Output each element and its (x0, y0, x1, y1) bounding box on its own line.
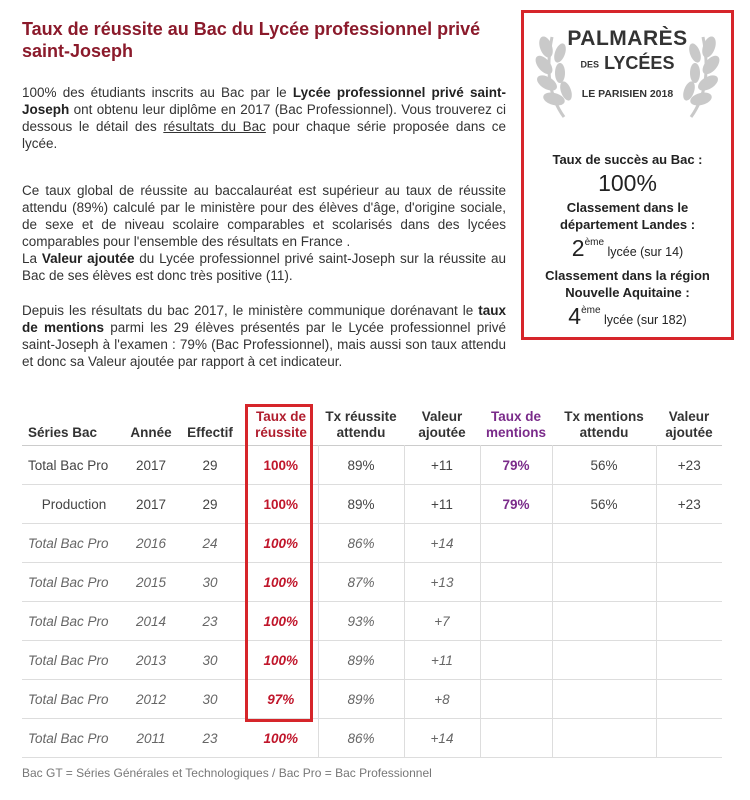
lycees-text: LYCÉES (604, 53, 675, 73)
col-effectif: Effectif (187, 425, 233, 440)
cell-effectif: 29 (176, 485, 244, 524)
cell-valeur-ajoutee: +11 (404, 485, 480, 524)
dept-label: Classement dans le département Landes : (559, 200, 696, 232)
lycees-label (524, 53, 731, 74)
cell-annee: 2011 (126, 719, 176, 758)
cell-series: Total Bac Pro (22, 719, 126, 758)
region-label: Classement dans la région Nouvelle Aquitaine : (545, 268, 710, 300)
cell-taux-mentions (480, 602, 552, 641)
col-valeur-ajoutee-mentions: Valeur ajoutée (665, 409, 713, 440)
table-row (22, 602, 722, 641)
region-rank-sur: lycée (sur 182) (600, 313, 687, 327)
cell-taux-mentions (480, 719, 552, 758)
cell-valeur-ajoutee: +13 (404, 563, 480, 602)
cell-tx-attendu: 93% (318, 602, 404, 641)
table-row (22, 563, 722, 602)
table-row (22, 641, 722, 680)
des-label: DES (580, 59, 600, 70)
intro-paragraph (22, 84, 506, 152)
taux-mentions-label: taux de mentions (22, 303, 506, 335)
cell-valeur-ajoutee-mentions (656, 719, 722, 758)
table-row (22, 485, 722, 524)
cell-tx-attendu: 86% (318, 524, 404, 563)
cell-taux-mentions (480, 563, 552, 602)
dept-rank-sup: ème (584, 237, 605, 248)
cell-taux-reussite: 100% (244, 641, 318, 680)
cell-annee: 2017 (126, 446, 176, 485)
cell-valeur-ajoutee: +11 (404, 641, 480, 680)
col-tx-mentions-attendu: Tx mentions attendu (564, 409, 644, 440)
table-row (22, 719, 722, 758)
cell-taux-mentions (480, 641, 552, 680)
cell-taux-reussite: 100% (244, 602, 318, 641)
table-row (22, 524, 722, 563)
cell-annee: 2012 (126, 680, 176, 719)
cell-valeur-ajoutee-mentions (656, 563, 722, 602)
cell-series: Total Bac Pro (22, 641, 126, 680)
parisien-label: LE PARISIEN 2018 (581, 88, 674, 100)
dept-rank-number: 2 (571, 235, 585, 261)
col-annee: Année (130, 425, 172, 440)
cell-valeur-ajoutee-mentions: +23 (656, 485, 722, 524)
cell-taux-reussite: 100% (244, 719, 318, 758)
dept-rank (524, 235, 731, 262)
dept-rank-sur: lycée (sur 14) (604, 245, 684, 259)
cell-effectif: 29 (176, 446, 244, 485)
cell-tx-mentions-attendu (552, 524, 656, 563)
cell-tx-mentions-attendu: 56% (552, 446, 656, 485)
cell-taux-mentions: 79% (480, 485, 552, 524)
cell-tx-mentions-attendu (552, 602, 656, 641)
mentions-text-2: parmi les 29 élèves présentés par le Lycée professionnel privé saint-Joseph à l'examen : 79% (Bac Professionnel), mais aussi son taux attendu et donc sa Valeur ajoutée par rapport à cet indicateur. (22, 320, 506, 369)
cell-taux-reussite: 100% (244, 485, 318, 524)
cell-tx-mentions-attendu (552, 563, 656, 602)
cell-tx-attendu: 89% (318, 485, 404, 524)
intro-text: 100% des étudiants inscrits au Bac par le (22, 85, 293, 100)
col-valeur-ajoutee: Valeur ajoutée (418, 409, 466, 440)
results-table (22, 409, 722, 758)
cell-tx-attendu: 89% (318, 641, 404, 680)
cell-annee: 2013 (126, 641, 176, 680)
cell-valeur-ajoutee: +14 (404, 719, 480, 758)
cell-taux-reussite: 100% (244, 446, 318, 485)
cell-valeur-ajoutee: +11 (404, 446, 480, 485)
footnote: Bac GT = Séries Générales et Technologiques / Bac Pro = Bac Professionnel (22, 766, 432, 780)
cell-series: Total Bac Pro (22, 524, 126, 563)
cell-taux-reussite: 100% (244, 563, 318, 602)
cell-tx-mentions-attendu (552, 680, 656, 719)
cell-tx-mentions-attendu (552, 719, 656, 758)
cell-tx-mentions-attendu: 56% (552, 485, 656, 524)
col-series: Séries Bac (28, 425, 98, 440)
succes-label: Taux de succès au Bac : (552, 152, 703, 167)
cell-series: Total Bac Pro (22, 602, 126, 641)
rate-text-2: du Lycée professionnel privé saint-Joseph sur la réussite au Bac de ses élèves est donc très positive (11). (22, 251, 506, 283)
results-link[interactable]: résultats du Bac (163, 119, 266, 134)
cell-taux-reussite: 97% (244, 680, 318, 719)
cell-effectif: 30 (176, 563, 244, 602)
cell-tx-attendu: 89% (318, 446, 404, 485)
cell-tx-attendu: 86% (318, 719, 404, 758)
col-tx-attendu: Tx réussite attendu (325, 409, 397, 440)
col-taux-reussite: Taux de réussite (255, 409, 307, 440)
school-name: Lycée professionnel privé saint-Joseph (22, 85, 506, 117)
cell-series: Total Bac Pro (22, 680, 126, 719)
intro-text-2: ont obtenu leur diplôme en 2017 (Bac Professionnel). Vous trouverez ci dessous le détail des (22, 102, 506, 134)
cell-effectif: 30 (176, 641, 244, 680)
valeur-ajoutee-label: Valeur ajoutée (41, 251, 135, 266)
cell-valeur-ajoutee-mentions (656, 680, 722, 719)
cell-taux-mentions: 79% (480, 446, 552, 485)
intro-text-3: pour chaque série proposée dans ce lycée. (22, 119, 506, 151)
table-row (22, 446, 722, 485)
rate-text-la: La (22, 251, 42, 266)
cell-tx-attendu: 89% (318, 680, 404, 719)
succes-value: 100% (598, 170, 657, 196)
rate-text: Ce taux global de réussite au baccalauréat est supérieur au taux de réussite attendu (89%) calculé par le ministère pour des élèves d'âge, d'origine sociale, de sexe et de niveau scolaire comparables et scolarisés dans des lycées comparables pour l'ensemble des résultats en France . (22, 183, 506, 249)
col-taux-mentions: Taux de mentions (485, 409, 546, 440)
cell-effectif: 23 (176, 602, 244, 641)
cell-effectif: 30 (176, 680, 244, 719)
table-header-row (22, 409, 722, 446)
mentions-paragraph (22, 302, 506, 370)
mentions-text: Depuis les résultats du bac 2017, le ministère communique dorénavant le (22, 303, 479, 318)
cell-annee: 2014 (126, 602, 176, 641)
region-rank-sup: ème (581, 305, 601, 316)
cell-valeur-ajoutee-mentions (656, 524, 722, 563)
cell-tx-attendu: 87% (318, 563, 404, 602)
page-title: Taux de réussite au Bac du Lycée professionnel privé saint-Joseph (22, 19, 481, 61)
cell-valeur-ajoutee-mentions: +23 (656, 446, 722, 485)
cell-valeur-ajoutee: +7 (404, 602, 480, 641)
region-rank-number: 4 (568, 303, 582, 329)
rate-paragraph (22, 182, 506, 284)
palmares-box (521, 10, 734, 340)
cell-tx-mentions-attendu (552, 641, 656, 680)
cell-series: Total Bac Pro (22, 446, 126, 485)
palmares-label: PALMARÈS (567, 27, 688, 50)
cell-annee: 2016 (126, 524, 176, 563)
cell-annee: 2015 (126, 563, 176, 602)
cell-effectif: 24 (176, 524, 244, 563)
cell-valeur-ajoutee: +14 (404, 524, 480, 563)
cell-taux-mentions (480, 680, 552, 719)
cell-valeur-ajoutee-mentions (656, 602, 722, 641)
cell-valeur-ajoutee-mentions (656, 641, 722, 680)
cell-annee: 2017 (126, 485, 176, 524)
cell-effectif: 23 (176, 719, 244, 758)
cell-valeur-ajoutee: +8 (404, 680, 480, 719)
table-row (22, 680, 722, 719)
region-rank (524, 303, 731, 330)
cell-taux-mentions (480, 524, 552, 563)
cell-series: Total Bac Pro (22, 563, 126, 602)
cell-series: Production (22, 485, 126, 524)
cell-taux-reussite: 100% (244, 524, 318, 563)
